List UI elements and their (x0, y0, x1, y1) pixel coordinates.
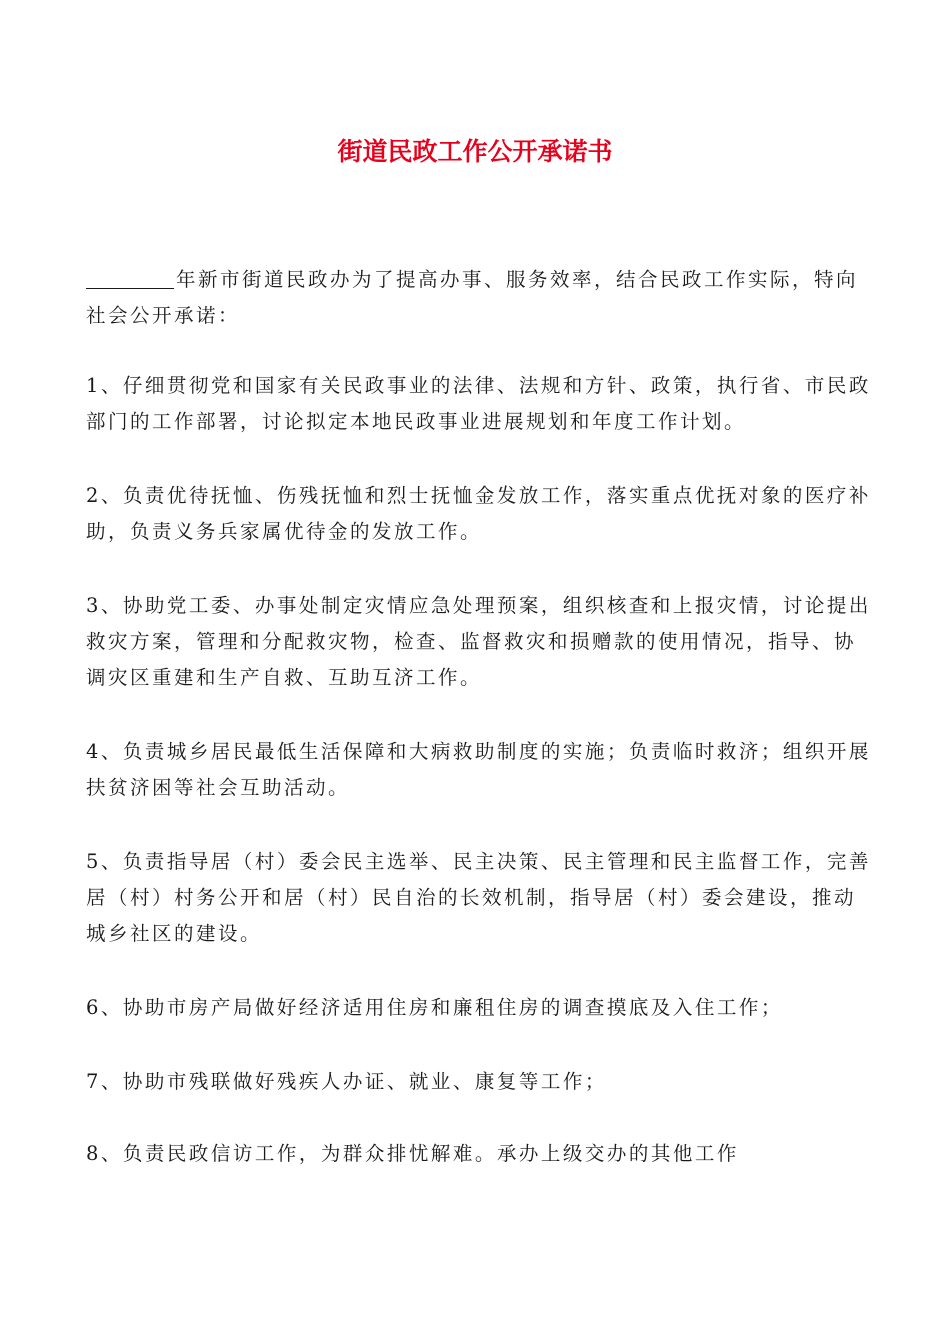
item-8: 8、负责民政信访工作，为群众排忧解难。承办上级交办的其他工作 (86, 1142, 739, 1165)
item-3: 3、协助党工委、办事处制定灾情应急处理预案，组织核查和上报灾情，讨论提出救灾方案，管理和分配救灾物，检查、监督救灾和损赠款的使用情况，指导、协调灾区重建和生产自救、互助互济工作。 (86, 594, 871, 689)
item-6: 6、协助市房产局做好经济适用住房和廉租住房的调查摸底及入住工作； (86, 996, 783, 1019)
year-blank (86, 268, 174, 289)
item-4: 4、负责城乡居民最低生活保障和大病救助制度的实施；负责临时救济；组织开展扶贫济困等社会互助活动。 (86, 740, 871, 799)
item-7: 7、协助市残联做好残疾人办证、就业、康复等工作； (86, 1070, 607, 1093)
item-5: 5、负责指导居（村）委会民主选举、民主决策、民主管理和民主监督工作，完善居（村）村务公开和居（村）民自治的长效机制，指导居（村）委会建设，推动城乡社区的建设。 (86, 850, 871, 945)
document-title: 街道民政工作公开承诺书 (337, 137, 613, 166)
item-1: 1、仔细贯彻党和国家有关民政事业的法律、法规和方针、政策，执行省、市民政部门的工作部署，讨论拟定本地民政事业进展规划和年度工作计划。 (86, 374, 871, 433)
item-2: 2、负责优待抚恤、伤残抚恤和烈士抚恤金发放工作，落实重点优抚对象的医疗补助，负责义务兵家属优待金的发放工作。 (86, 484, 871, 543)
intro-text: 年新市街道民政办为了提高办事、服务效率，结合民政工作实际，特向社会公开承诺： (86, 268, 859, 327)
intro-paragraph (86, 262, 876, 334)
